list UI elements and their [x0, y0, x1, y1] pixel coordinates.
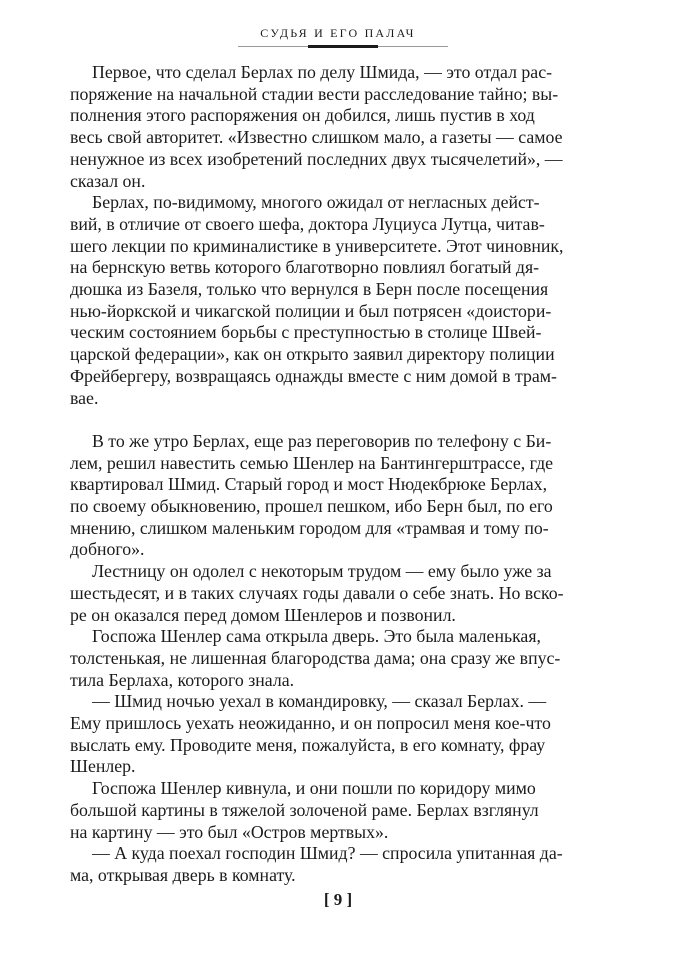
text-line: царской федерации», как он открыто заявил директору полиции [70, 344, 555, 365]
text-line: ческим состоянием борьбы с преступностью в столице Швей- [70, 322, 542, 343]
text-line: сказал он. [70, 170, 146, 191]
text-line: толстенькая, не лишенная благородства дама; она сразу же впус- [70, 647, 561, 668]
text-line: большой картины в тяжелой золоченой раме. Берлах взглянул [70, 799, 539, 820]
text-line: Фрейбергеру, возвращаясь однажды вместе с ним домой в трам- [70, 365, 557, 386]
text-line: нью-йоркской и чикагской полиции и был потрясен «доистори- [70, 300, 552, 321]
text-line: шего лекции по криминалистике в университете. Этот чиновник, [70, 235, 564, 256]
text-line: мнению, слишком маленьким городом для «трамвая и тому по- [70, 517, 549, 538]
text-line: на картину — это был «Остров мертвых». [70, 821, 389, 842]
text-line: Берлах, по-видимому, многого ожидал от негласных дейст- [92, 192, 540, 213]
text-line: на бернскую ветвь которого благотворно повлиял богатый дя- [70, 257, 540, 278]
text-line: поряжение на начальной стадии вести расследование тайно; вы- [70, 83, 559, 104]
text-line: вий, в отличие от своего шефа, доктора Луциуса Лутца, читав- [70, 213, 545, 234]
text-line: — А куда поехал господин Шмид? — спросила упитанная да- [92, 843, 563, 864]
text-line: шестьдесят, и в таких случаях годы давали о себе знать. Но вско- [70, 582, 564, 603]
text-line: В то же утро Берлах, еще раз переговорив по телефону с Би- [92, 430, 552, 451]
text-line: выслать ему. Проводите меня, пожалуйста, в его комнату, фрау [70, 734, 546, 755]
text-line: Ему пришлось уехать неожиданно, и он попросил меня кое-что [70, 713, 551, 734]
text-line: — Шмид ночью уехал в командировку, — сказал Берлах. — [92, 691, 547, 712]
paragraph [70, 626, 576, 691]
text-line: квартировал Шмид. Старый город и мост Нюдекбрюке Берлах, [70, 474, 548, 495]
section-gap [70, 409, 576, 431]
text-line: Госпожа Шенлер кивнула, и они пошли по коридору мимо [92, 778, 536, 799]
text-line: весь свой авторитет. «Известно слишком мало, а газеты — самое [70, 127, 563, 148]
text-line: ре он оказался перед домом Шенлеров и позвонил. [70, 604, 456, 625]
body-text [70, 62, 576, 887]
running-header: СУДЬЯ И ЕГО ПАЛАЧ [260, 26, 416, 40]
text-line: ма, открывая дверь в комнату. [70, 865, 296, 885]
text-line: добного». [70, 539, 145, 560]
text-line: тила Берлаха, которого знала. [70, 669, 295, 690]
text-line: Лестницу он одолел с некоторым трудом — ему было уже за [92, 561, 552, 582]
text-line: полнения этого распоряжения он добился, лишь пустив в ход [70, 105, 535, 126]
text-line: вае. [70, 387, 99, 408]
paragraph [70, 62, 576, 192]
paragraph [70, 691, 576, 778]
text-line: лем, решил навестить семью Шенлер на Бантингерштрассе, где [70, 452, 554, 473]
text-line: по своему обыкновению, прошел пешком, ибо Берн был, по его [70, 496, 553, 517]
paragraph [70, 561, 576, 626]
paragraph [70, 192, 576, 409]
text-line: дюшка из Базеля, только что вернулся в Берн после посещения [70, 279, 549, 300]
text-line: Шенлер. [70, 756, 136, 777]
text-line: Первое, что сделал Берлах по делу Шмида, — это отдал рас- [92, 62, 553, 82]
paragraph [70, 843, 576, 886]
text-line: Госпожа Шенлер сама открыла дверь. Это была маленькая, [92, 626, 541, 647]
paragraph [70, 431, 576, 561]
header-rule [238, 46, 448, 47]
text-line: ненужное из всех изобретений последних двух тысячелетий», — [70, 148, 563, 169]
page-number: [ 9 ] [323, 890, 353, 909]
paragraph [70, 778, 576, 843]
